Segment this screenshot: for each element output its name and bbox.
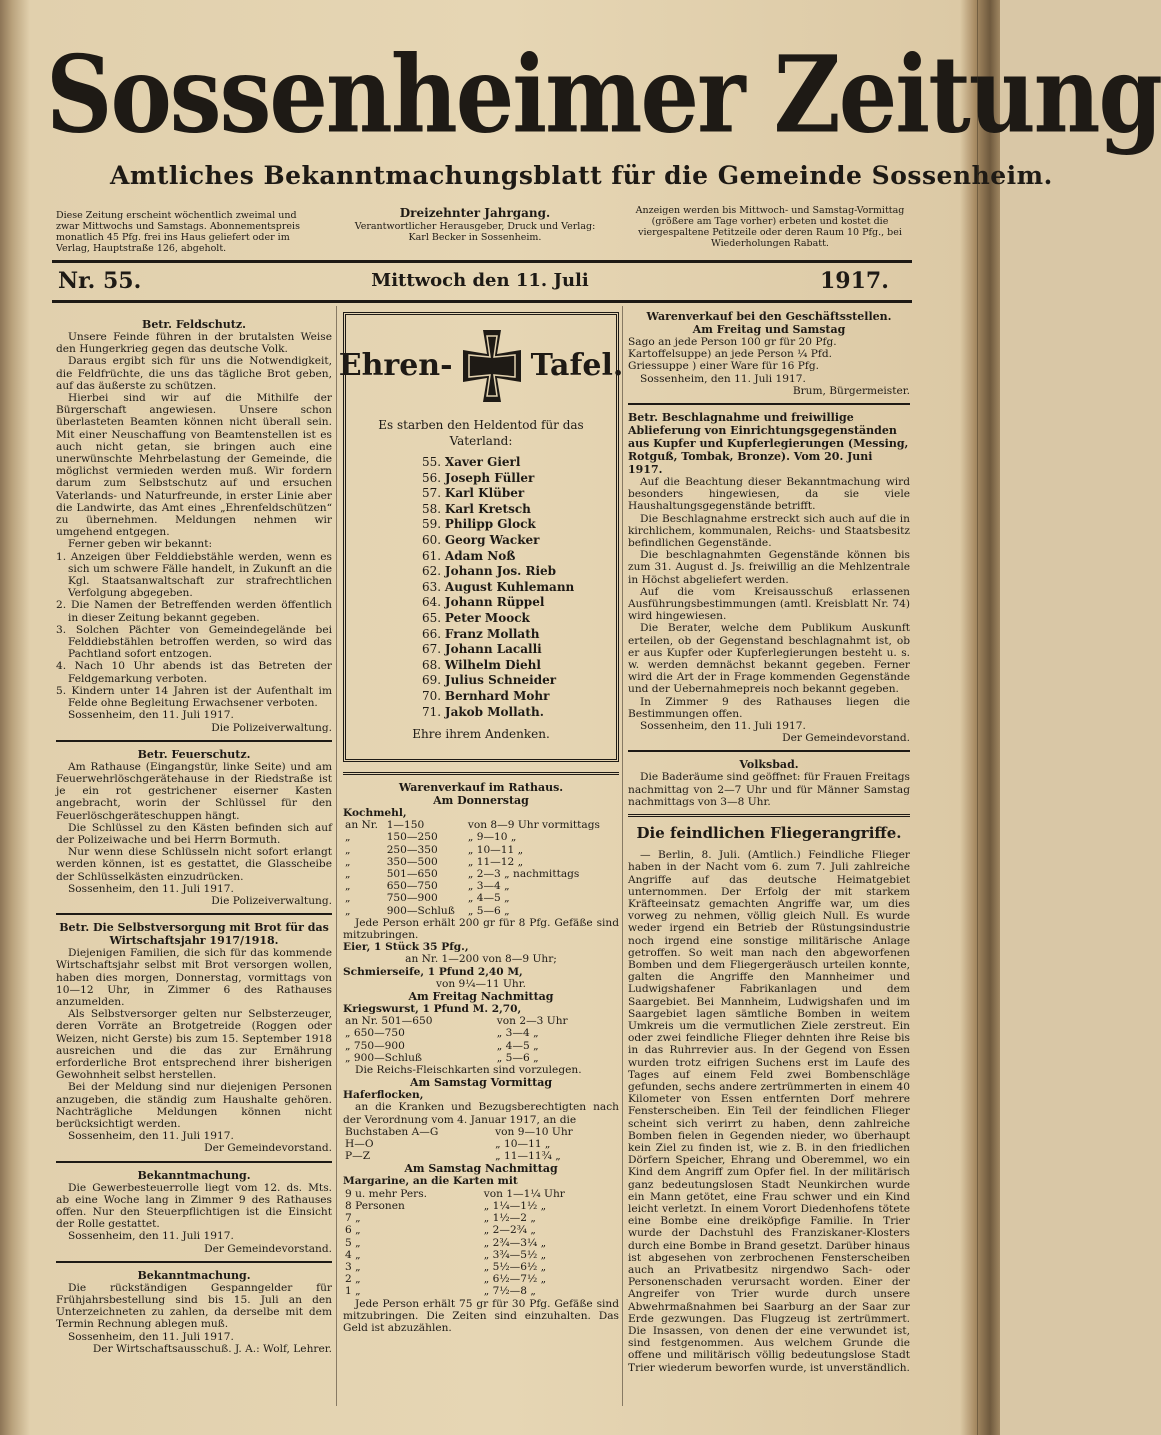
honor-roll-entry bbox=[422, 627, 604, 643]
honor-roll-entry bbox=[422, 595, 604, 611]
schedule-table bbox=[343, 819, 619, 917]
article-place-date: Sossenheim, den 11. Juli 1917. bbox=[68, 1130, 234, 1143]
table-cell: „ 1¼—1½ „ bbox=[483, 1199, 547, 1212]
article-signature: Der Gemeindevorstand. bbox=[782, 732, 910, 745]
article-title: Betr. Feldschutz. bbox=[142, 318, 246, 331]
table-cell: „ 5—6 „ bbox=[496, 1051, 539, 1064]
table-cell: „ 5½—6½ „ bbox=[483, 1260, 547, 1273]
entry-name: Adam Noß bbox=[444, 548, 516, 563]
table-cell: an Nr. bbox=[345, 819, 379, 832]
masthead-title: Sossenheimer Zeitung bbox=[46, 32, 1161, 158]
item-line: Sago an jede Person 100 gr für 20 Pfg. bbox=[628, 336, 837, 348]
entry-name: Peter Moock bbox=[444, 610, 530, 625]
entry-name: Franz Mollath bbox=[444, 626, 540, 641]
article-divider bbox=[628, 814, 910, 817]
article-signature: Brum, Bürgermeister. bbox=[792, 384, 910, 397]
subscription-info: Diese Zeitung erscheint wöchentlich zweimal und zwar Mittwochs und Samstags. Abonnementspreis monatlich 45 Pfg. frei ins Haus geliefert oder im Verlag, Hauptstraße 126, abgeholt. bbox=[56, 210, 300, 254]
article-paragraph: Die rückständigen Gespanngelder für Frühjahrsbestellung sind bis 15. Juli an den Unterzeichneten zu zahlen, da derselbe mit dem Termin Rechnung ablegen muß. bbox=[56, 1281, 332, 1331]
table-cell: „ 6½—7½ „ bbox=[483, 1273, 547, 1286]
article-divider bbox=[56, 913, 332, 915]
honor-roll-entry bbox=[422, 517, 604, 533]
item-line: von 9¼—11 Uhr. bbox=[435, 977, 527, 990]
article-rathaus-sale bbox=[343, 781, 619, 1334]
table-cell: „ 4—5 „ bbox=[467, 892, 510, 905]
article-place-date: Sossenheim, den 11. Juli 1917. bbox=[68, 1330, 234, 1343]
article-title: Volksbad. bbox=[739, 758, 799, 772]
entry-name: Karl Klüber bbox=[444, 486, 525, 501]
table-cell: 501—650 bbox=[386, 868, 438, 881]
entry-name: Joseph Füller bbox=[444, 470, 535, 485]
table-cell: 2 „ bbox=[345, 1273, 361, 1286]
honor-roll-entry bbox=[422, 642, 604, 658]
article-paragraph: an die Kranken und Bezugsberechtigten nach der Verordnung vom 4. Januar 1917, an die bbox=[343, 1101, 619, 1126]
table-cell: 6 „ bbox=[345, 1224, 361, 1237]
article-paragraph: Die Beschlagnahme erstreckt sich auch auf die in kirchlichem, kommunalen, Reichs- und Staatsbesitz befindlichen Gegenstände. bbox=[628, 512, 910, 550]
table-row bbox=[343, 1040, 619, 1052]
article-brot bbox=[56, 921, 332, 1154]
table-cell: 650—750 bbox=[386, 880, 438, 893]
item-name: Schmierseife, 1 Pfund 2,40 M, bbox=[343, 965, 523, 978]
item-line: an Nr. 1—200 von 8—9 Uhr; bbox=[405, 953, 557, 966]
table-cell: 5 „ bbox=[345, 1236, 361, 1249]
article-paragraph: Die Berater, welche dem Publikum Auskunft erteilen, ob der Gegenstand beschlagnahmt ist, ob er aus Kupfer oder Kupferlegierungen besteht u. s. w. werden demnächst bekannt gegeben. Ferner wird die Art der in Frage kommenden Gegenstände und der Uebernahmepreis noch bekannt gegeben. bbox=[628, 622, 910, 696]
entry-number: 68. bbox=[422, 657, 445, 672]
entry-name: Jakob Mollath. bbox=[444, 704, 544, 719]
numbered-list bbox=[56, 551, 332, 710]
entry-number: 67. bbox=[422, 642, 445, 657]
article-paragraph: Als Selbstversorger gelten nur Selbsterzeuger, deren Vorräte an Brotgetreide (Roggen oder Weizen, nicht Gerste) bis zum 15. September 1918 ausreichen und die das zur Ernährung erforderliche Brot entsprechend ihrer bisherigen Gewohnheit selbst herstellen. bbox=[56, 1008, 332, 1082]
entry-number: 65. bbox=[422, 610, 445, 625]
article-fliegerangriffe bbox=[628, 823, 910, 1374]
article-paragraph: In Zimmer 9 des Rathauses liegen die Bestimmungen offen. bbox=[628, 695, 910, 720]
entry-name: Johann Rüppel bbox=[444, 595, 545, 610]
article-bekanntmachung-1 bbox=[56, 1169, 332, 1255]
table-row bbox=[343, 1015, 619, 1027]
table-cell: „ bbox=[345, 880, 351, 893]
entry-number: 55. bbox=[422, 455, 445, 469]
entry-name: Georg Wacker bbox=[444, 532, 540, 547]
article-title: Bekanntmachung. bbox=[137, 1168, 251, 1182]
article-paragraph: Diejenigen Familien, die sich für das kommende Wirtschaftsjahr selbst mit Brot versorgen wollen, haben dies morgen, Donnerstag, vormittags von 10—12 Uhr, in Zimmer 6 des Rathauses anzumelden. bbox=[56, 947, 332, 1008]
iron-cross-icon bbox=[459, 326, 525, 406]
honor-roll-entry bbox=[422, 705, 604, 721]
table-cell: 750—900 bbox=[386, 892, 438, 905]
article-subtitle: Am Samstag Vormittag bbox=[409, 1076, 553, 1090]
header-rule bbox=[52, 300, 912, 303]
table-cell: von 1—1¼ Uhr bbox=[483, 1187, 565, 1200]
honor-roll-box bbox=[338, 312, 624, 762]
issue-date: Mittwoch den 11. Juli bbox=[371, 270, 589, 291]
table-cell: von 2—3 Uhr bbox=[496, 1015, 568, 1028]
table-cell: „ 10—11 „ bbox=[495, 1138, 551, 1151]
item-line bbox=[343, 941, 619, 953]
schedule-table bbox=[343, 1015, 619, 1064]
article-note: Die Reichs-Fleischkarten sind vorzulegen. bbox=[355, 1064, 582, 1077]
article-feldschutz bbox=[56, 318, 332, 734]
entry-number: 61. bbox=[422, 548, 445, 563]
table-cell: „ bbox=[345, 855, 351, 868]
item-name: Kriegswurst, 1 Pfund M. 2,70, bbox=[343, 1003, 522, 1016]
honor-roll-entry bbox=[422, 549, 604, 565]
entry-name: Philipp Glock bbox=[444, 517, 536, 532]
table-row bbox=[343, 819, 619, 831]
honor-roll-entry bbox=[422, 486, 604, 502]
issue-number: Nr. 55. bbox=[58, 268, 142, 294]
article-paragraph: Am Rathause (Eingangstür, linke Seite) und am Feuerwehrlöschgerätehause in der Riedstraße ist je ein rot gestrichener eiserner Kasten angebracht, worin der Schlüssel für den Feuerlöschgeräteschuppen hängt. bbox=[56, 760, 332, 822]
article-title: Warenverkauf im Rathaus. bbox=[398, 781, 564, 794]
entry-number: 58. bbox=[422, 501, 445, 516]
article-paragraph: Die Gewerbesteuerrolle liegt vom 12. ds. Mts. ab eine Woche lang in Zimmer 9 des Rathauses offen. Nur den Steuerpflichtigen ist die Einsicht der Rolle gestattet. bbox=[56, 1181, 332, 1231]
article-paragraph: Daraus ergibt sich für uns die Notwendigkeit, die Feldfrüchte, die uns das tägliche Brot geben, auf das äußerste zu schützen. bbox=[56, 355, 332, 392]
entry-name: August Kuhlemann bbox=[444, 579, 575, 594]
table-cell: „ bbox=[345, 892, 351, 905]
article-signature: Der Gemeindevorstand. bbox=[204, 1142, 332, 1155]
list-item: 4. Nach 10 Uhr abends ist das Betreten der Feldgemarkung verboten. bbox=[56, 660, 332, 685]
entry-name: Johann Lacalli bbox=[444, 642, 542, 657]
table-cell: „ 2¾—3¼ „ bbox=[483, 1236, 547, 1249]
table-cell: „ 5—6 „ bbox=[467, 904, 510, 917]
table-row bbox=[343, 868, 619, 880]
table-cell: H—O bbox=[345, 1138, 374, 1151]
article-paragraph: Auf die Beachtung dieser Bekanntmachung wird besonders hingewiesen, da sie viele Haushaltungsgegenstände betrifft. bbox=[628, 476, 910, 513]
entry-number: 69. bbox=[422, 673, 445, 688]
schedule-table bbox=[343, 1126, 619, 1163]
article-place-date: Sossenheim, den 11. Juli 1917. bbox=[68, 882, 234, 895]
table-row bbox=[343, 1261, 619, 1273]
entry-name: Bernhard Mohr bbox=[444, 688, 550, 703]
entry-number: 56. bbox=[422, 470, 445, 485]
table-row bbox=[343, 880, 619, 892]
article-signature: Die Polizeiverwaltung. bbox=[211, 894, 332, 907]
table-cell: „ 7½—8 „ bbox=[483, 1285, 536, 1298]
table-cell: „ bbox=[345, 904, 351, 917]
table-cell: 1—150 bbox=[386, 819, 425, 832]
table-cell: „ 4—5 „ bbox=[496, 1039, 539, 1052]
table-cell: „ 650—750 bbox=[345, 1027, 405, 1040]
article-paragraph: Hierbei sind wir auf die Mithilfe der Bürgerschaft angewiesen. Unsere schon überlasteten Beamten können nicht überall sein. Mit einer Neuschaffung von Beamtenstellen ist es auch nicht getan, sie bringen auch eine unerwünschte Mehrbelastung der Gemeinde, die möglichst vermieden werden muß. Wir fordern darum zum Selbstschutz auf und ersuchen Vaterlands- und Naturfreunde, in erster Linie aber die Landwirte, das Amt eines „Ehrenfeldschützen“ zu übernehmen. Meldungen nehmen wir umgehend entgegen. bbox=[56, 392, 332, 539]
table-row bbox=[343, 1138, 619, 1150]
article-beschlagnahme bbox=[628, 411, 910, 744]
article-signature: Der Gemeindevorstand. bbox=[204, 1242, 332, 1255]
article-divider bbox=[628, 750, 910, 752]
honor-roll-entry bbox=[422, 502, 604, 518]
article-note: Jede Person erhält 75 gr für 30 Pfg. Gefäße sind mitzubringen. Die Zeiten sind einzuhalten. Das Geld ist abzuzählen. bbox=[343, 1297, 619, 1334]
honor-roll-entry bbox=[422, 533, 604, 549]
table-row bbox=[343, 1188, 619, 1200]
article-place-date: Sossenheim, den 11. Juli 1917. bbox=[640, 720, 806, 733]
table-cell: „ 11—11¾ „ bbox=[495, 1150, 561, 1163]
entry-number: 62. bbox=[422, 564, 445, 579]
article-subtitle: Am Freitag und Samstag bbox=[692, 323, 846, 336]
table-cell: „ 2—2¾ „ bbox=[483, 1224, 536, 1237]
article-geschaeftsstellen bbox=[628, 310, 910, 397]
article-paragraph: Die Baderäume sind geöffnet: für Frauen Freitags nachmittag von 2—7 Uhr und für Männer Samstag nachmittags von 3—8 Uhr. bbox=[628, 771, 910, 808]
article-divider bbox=[56, 1161, 332, 1163]
article-divider bbox=[56, 1261, 332, 1263]
table-row bbox=[343, 1126, 619, 1138]
list-item: 2. Die Namen der Betreffenden werden öffentlich in dieser Zeitung bekannt gegeben. bbox=[56, 599, 332, 624]
article-volksbad bbox=[628, 758, 910, 808]
list-item: 5. Kindern unter 14 Jahren ist der Aufenthalt im Felde ohne Begleitung Erwachsener verboten. bbox=[56, 684, 332, 710]
entry-name: Karl Kretsch bbox=[444, 501, 531, 516]
honor-roll-heading bbox=[338, 321, 624, 411]
table-row bbox=[343, 905, 619, 917]
article-divider bbox=[56, 740, 332, 742]
item-name: Kochmehl, bbox=[343, 807, 407, 819]
article-signature: Der Wirtschaftsausschuß. J. A.: Wolf, Lehrer. bbox=[92, 1342, 332, 1355]
table-cell: 8 Personen bbox=[345, 1199, 405, 1212]
honor-roll-list bbox=[358, 455, 604, 720]
table-cell: P—Z bbox=[345, 1150, 371, 1163]
table-cell: „ 1½—2 „ bbox=[483, 1212, 536, 1225]
advertising-info: Anzeigen werden bis Mittwoch- und Samstag-Vormittag (größere am Tage vorher) erbeten und kostet die viergespaltene Petitzeile oder deren Raum 10 Pfg., bei Wiederholungen Rabatt. bbox=[635, 205, 905, 249]
table-cell: „ 3—4 „ bbox=[467, 880, 510, 893]
honor-roll-closing: Ehre ihrem Andenken. bbox=[412, 727, 550, 742]
entry-number: 60. bbox=[422, 532, 445, 547]
article-headline: Die feindlichen Fliegerangriffe. bbox=[636, 824, 902, 843]
table-row bbox=[343, 831, 619, 843]
article-divider bbox=[628, 403, 910, 405]
table-cell: 250—350 bbox=[386, 843, 438, 856]
article-paragraph: Die Schlüssel zu den Kästen befinden sich auf der Polizeiwache und bei Herrn Bormuth. bbox=[56, 821, 332, 846]
article-note: Jede Person erhält 200 gr für 8 Pfg. Gefäße sind mitzubringen. bbox=[343, 916, 619, 942]
honor-roll-entry bbox=[422, 611, 604, 627]
table-row bbox=[343, 1027, 619, 1039]
article-paragraph: Unsere Feinde führen in der brutalsten Weise den Hungerkrieg gegen das deutsche Volk. bbox=[56, 331, 332, 356]
entry-number: 57. bbox=[422, 486, 445, 501]
column-right bbox=[628, 310, 910, 1380]
article-title: Betr. Beschlagnahme und freiwillige Ablieferung von Einrichtungsgegenständen aus Kupfer und Kupferlegierungen (Messing, Rotguß, Tombak, Bronze). Vom 20. Juni 1917. bbox=[628, 411, 909, 477]
table-cell: 4 „ bbox=[345, 1248, 361, 1261]
article-place-date: Sossenheim, den 11. Juli 1917. bbox=[640, 372, 806, 385]
item-line bbox=[343, 966, 619, 978]
schedule-table bbox=[343, 1188, 619, 1298]
article-place-date: Sossenheim, den 11. Juli 1917. bbox=[68, 709, 234, 722]
honor-roll-entry bbox=[422, 471, 604, 487]
table-cell: 3 „ bbox=[345, 1260, 361, 1273]
article-feuerschutz bbox=[56, 748, 332, 907]
article-place-date: Sossenheim, den 11. Juli 1917. bbox=[68, 1230, 234, 1243]
article-paragraph: Die beschlagnahmten Gegenstände können bis zum 31. August d. Js. freiwillig an die Mehlzentrale in Höchst abgeliefert werden. bbox=[628, 549, 910, 586]
entry-number: 71. bbox=[422, 704, 445, 719]
honor-roll-entry bbox=[422, 580, 604, 596]
article-paragraph: Nur wenn diese Schlüsseln nicht sofort erlangt werden können, ist es gestattet, die Glasscheibe der Schlüsselkästen einzudrücken. bbox=[56, 846, 332, 883]
entry-number: 63. bbox=[422, 579, 445, 594]
honor-roll-entry bbox=[422, 455, 604, 471]
honor-roll-intro: Es starben den Heldentod für das Vaterland: bbox=[378, 418, 584, 448]
entry-name: Julius Schneider bbox=[444, 673, 557, 688]
honor-roll-entry bbox=[422, 658, 604, 674]
entry-number: 70. bbox=[422, 688, 445, 703]
table-cell: 7 „ bbox=[345, 1212, 361, 1225]
table-row bbox=[343, 1200, 619, 1212]
publisher-info bbox=[345, 205, 605, 243]
table-cell: 900—Schluß bbox=[386, 904, 455, 917]
table-cell: an Nr. 501—650 bbox=[345, 1015, 433, 1028]
list-item: 3. Solchen Pächter von Gemeindegelände bei Felddiebstählen betroffen werden, so wird das Pachtland sofort entzogen. bbox=[56, 623, 332, 661]
table-row bbox=[343, 1273, 619, 1285]
item-name: Eier, 1 Stück 35 Pfg., bbox=[343, 941, 469, 954]
table-row bbox=[343, 1212, 619, 1224]
table-row bbox=[343, 892, 619, 904]
honor-roll-entry bbox=[422, 564, 604, 580]
article-signature: Die Polizeiverwaltung. bbox=[211, 721, 332, 734]
table-cell: „ 3¾—5½ „ bbox=[483, 1248, 547, 1261]
table-cell: „ bbox=[345, 868, 351, 881]
item-name: Haferflocken, bbox=[343, 1089, 424, 1102]
table-cell: „ 9—10 „ bbox=[467, 831, 517, 844]
table-row bbox=[343, 1237, 619, 1249]
table-cell: „ 900—Schluß bbox=[345, 1051, 422, 1064]
table-cell: 1 „ bbox=[345, 1285, 361, 1298]
article-paragraph: Ferner geben wir bekannt: bbox=[68, 538, 213, 551]
article-paragraph: Auf die vom Kreisausschuß erlassenen Ausführungsbestimmungen (amtl. Kreisblatt Nr. 74) wird hingewiesen. bbox=[628, 585, 910, 623]
honor-roll-entry bbox=[422, 689, 604, 705]
article-paragraph: Bei der Meldung sind nur diejenigen Personen anzugeben, die ständig zum Haushalte gehören. Nachträgliche Meldungen können nicht berücksichtigt werden. bbox=[56, 1081, 332, 1130]
table-cell: „ 750—900 bbox=[345, 1039, 405, 1052]
header-rule bbox=[52, 260, 912, 263]
article-title: Warenverkauf bei den Geschäftsstellen. bbox=[646, 310, 892, 323]
volume-label: Dreizehnter Jahrgang. bbox=[399, 206, 551, 220]
entry-number: 66. bbox=[422, 626, 445, 641]
entry-number: 64. bbox=[422, 595, 445, 610]
table-row bbox=[343, 1150, 619, 1162]
article-subtitle: Am Freitag Nachmittag bbox=[408, 990, 554, 1004]
table-cell: „ bbox=[345, 843, 351, 856]
entry-number: 59. bbox=[422, 517, 445, 532]
table-cell: 9 u. mehr Pers. bbox=[345, 1187, 428, 1200]
article-divider bbox=[343, 772, 619, 775]
entry-name: Johann Jos. Rieb bbox=[444, 564, 557, 579]
entry-name: Wilhelm Diehl bbox=[444, 657, 541, 672]
table-cell: „ 2—3 „ nachmittags bbox=[467, 868, 580, 881]
table-cell: 150—250 bbox=[386, 831, 438, 844]
table-row bbox=[343, 1285, 619, 1297]
table-cell: von 9—10 Uhr bbox=[495, 1125, 573, 1138]
masthead-subtitle: Amtliches Bekanntmachungsblatt für die Gemeinde Sossenheim. bbox=[110, 161, 1053, 190]
table-row bbox=[343, 1224, 619, 1236]
table-row bbox=[343, 1249, 619, 1261]
item-name: Margarine, an die Karten mit bbox=[343, 1175, 518, 1188]
column-divider bbox=[336, 306, 337, 1406]
table-cell: Buchstaben A—G bbox=[345, 1125, 439, 1138]
table-cell: von 8—9 Uhr vormittags bbox=[467, 819, 600, 832]
issue-year: 1917. bbox=[820, 268, 889, 294]
column-divider bbox=[622, 306, 623, 1406]
item-line: Kartoffelsuppe) an jede Person ¼ Pfd. bbox=[628, 348, 833, 361]
table-cell: „ 11—12 „ bbox=[467, 855, 524, 868]
table-cell: „ bbox=[345, 831, 351, 844]
article-paragraph: — Berlin, 8. Juli. (Amtlich.) Feindliche Flieger haben in der Nacht vom 6. zum 7. Juli zahlreiche Angriffe auf das deutsche Heimatgebiet unternommen. Der Erfolg der mit starkem Kräfteeinsatz gemachten Angriffe war, um dies vorweg zu nehmen, völlig gleich Null. Es wurde weder irgend ein Betrieb der Rüstungsindustrie noch irgend eine sonstige militärische Anlage getroffen. So weit man nach den abgeworfenen Bomben und dem Fliegergeräusch urteilen konnte, galten die Angriffe den Mannheimer und Ludwigshafener Fabrikanlagen und dem Saargebiet. Bei Mannheim, Ludwigshafen und im Saargebiet lagen sämtliche Bomben in weitem Umkreis um die vermutlichen Ziele zerstreut. Ein oder zwei feindliche Flieger dehnten ihre Reise bis in das Ruhrrevier aus. In der Gegend von Essen wurden trotz eifrigen Suchens erst im Laufe des Tages auf einem Feld zwei Bombenschläge gefunden, sechs andere zertrümmerten in einem 40 Kilometer von Essen entfernten Dorf mehrere Fensterscheiben. Ein Teil der feindlichen Flieger scheint sich verirrt zu haben, denn zahlreiche Bomben fielen in Gegenden nieder, wo überhaupt kein Ziel zu finden ist, wie z. B. in den friedlichen Dörfern Speicher, Ehrang und Oberemmel, wo ein Kind dem Angriff zum Opfer fiel. In der militärisch ganz bedeutungslosen Stadt Neunkirchen wurde ein Mann getötet, eine Frau schwer und ein Kind leicht verletzt. In einem Vorort Diedenhofens tötete eine Bombe eine dreiköpfige Familie. In Trier wurde der Dachstuhl des Franziskaner-Klosters durch eine Bombe in Brand gesetzt. Darüber hinaus ist abgesehen von zerbrochenen Fensterscheiben auch an Privatbesitz nirgendwo Sach- oder Personenschaden verursacht worden. Einer der Angreifer von Trier wurde durch unsere Abwehrmaßnahmen bei Saarburg an der Saar zur Erde gezwungen. Das Flugzeug ist zertrümmert. Die Insassen, von denen der eine verwundet ist, sind festgenommen. Aus welchem Grunde die offene und militärisch völlig bedeutungslose Stadt Trier wiederum beworfen wurde, ist unverständlich. bbox=[628, 849, 910, 1374]
table-cell: 350—500 bbox=[386, 855, 438, 868]
table-row bbox=[343, 856, 619, 868]
article-title: Betr. Feuerschutz. bbox=[137, 747, 251, 761]
article-title: Betr. Die Selbstversorgung mit Brot für das Wirtschaftsjahr 1917/1918. bbox=[59, 921, 329, 948]
article-bekanntmachung-2 bbox=[56, 1269, 332, 1355]
column-left bbox=[56, 318, 332, 1361]
article-title: Bekanntmachung. bbox=[137, 1268, 251, 1282]
publisher-line: Verantwortlicher Herausgeber, Druck und Verlag: Karl Becker in Sossenheim. bbox=[354, 221, 596, 243]
item-line: Griessuppe ) einer Ware für 16 Pfg. bbox=[628, 360, 819, 373]
list-item: 1. Anzeigen über Felddiebstähle werden, wenn es sich um schwere Fälle handelt, in Zukunft an die Kgl. Staatsanwaltschaft zur strafrechtlichen Verfolgung abgegeben. bbox=[56, 550, 332, 600]
table-row bbox=[343, 1052, 619, 1064]
honor-roll-title-right: Tafel. bbox=[530, 347, 624, 383]
table-cell: „ 3—4 „ bbox=[496, 1027, 539, 1040]
table-row bbox=[343, 844, 619, 856]
column-middle bbox=[338, 312, 624, 1340]
article-subtitle: Am Donnerstag bbox=[433, 794, 529, 807]
honor-roll-title-left: Ehren- bbox=[338, 347, 453, 383]
honor-roll-entry bbox=[422, 673, 604, 689]
table-cell: „ 10—11 „ bbox=[467, 843, 524, 856]
entry-name: Xaver Gierl bbox=[444, 455, 521, 469]
article-subtitle: Am Samstag Nachmittag bbox=[404, 1162, 558, 1176]
